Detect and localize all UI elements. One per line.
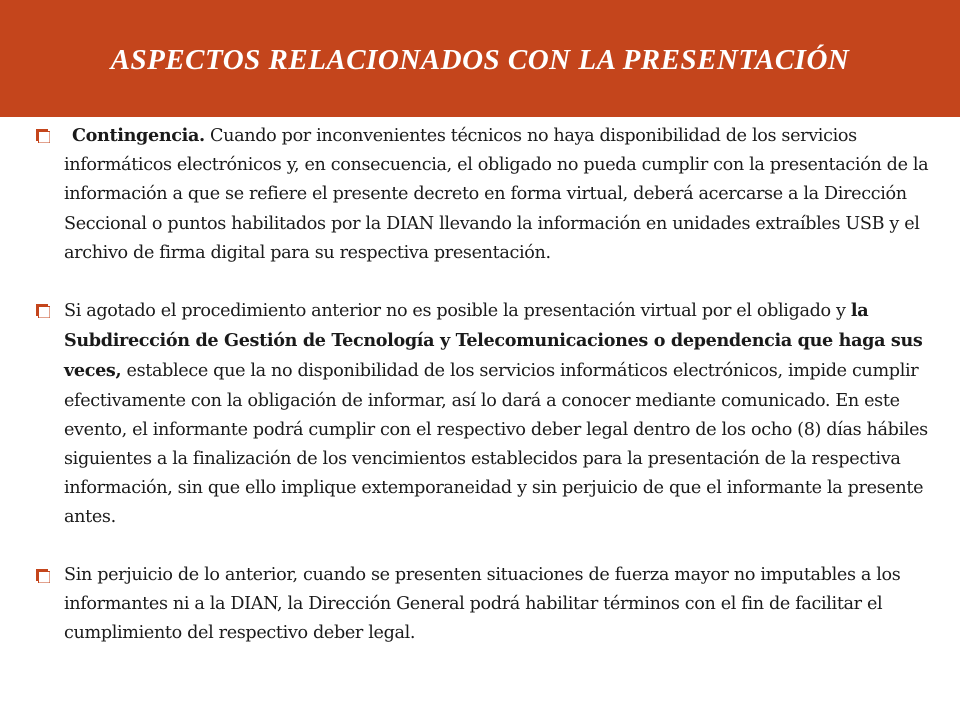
title-bar [0,0,960,117]
slide-content [36,121,936,648]
bullet-text [64,121,936,268]
bullet-body: Sin perjuicio de lo anterior, cuando se presenten situaciones de fuerza mayor no imputables a los informantes ni a la DIAN, la Dirección General podrá habilitar términos con el fin de facilitar el cumplimiento del respectivo deber legal. [64,564,901,644]
bullet-item-contingencia [36,121,936,268]
bullet-body-end: establece que la no disponibilidad de los servicios informáticos electrónicos, impide cumplir efectivamente con la obligación de informar, así lo dará a conocer mediante comunicado. En este evento, el informante podrá cumplir con el respectivo deber legal dentro de los ocho (8) días hábiles siguientes a la finalización de los vencimientos establecidos para la presentación de la respectiva información, sin que ello implique extemporaneidad y sin perjuicio de que el informante la presente antes. [64,361,928,528]
bullet-body: Cuando por inconvenientes técnicos no haya disponibilidad de los servicios informáticos electrónicos y, en consecuencia, el obligado no pueda cumplir con la presentación de la información a que se refiere el presente decreto en forma virtual, deberá acercarse a la Dirección Seccional o puntos habilitados por la DIAN llevando la información en unidades extraíbles USB y el archivo de firma digital para su respectiva presentación. [64,126,929,263]
slide-title: ASPECTOS RELACIONADOS CON LA PRESENTACIÓN [110,44,850,76]
bullet-bold-phrase: la Subdirección de Gestión de Tecnología y Telecomunicaciones o dependencia que haga sus veces, [64,300,923,382]
checkbox-icon [36,121,64,143]
bullet-text [64,561,936,649]
bullet-text [64,296,936,533]
checkbox-icon [36,296,64,318]
checkbox-icon [36,561,64,583]
bullet-item-procedimiento [36,296,936,533]
bullet-item-fuerza-mayor [36,561,936,649]
bullet-lead: Contingencia. [72,125,205,146]
bullet-body-start: Si agotado el procedimiento anterior no es posible la presentación virtual por el obligado y [64,301,846,322]
